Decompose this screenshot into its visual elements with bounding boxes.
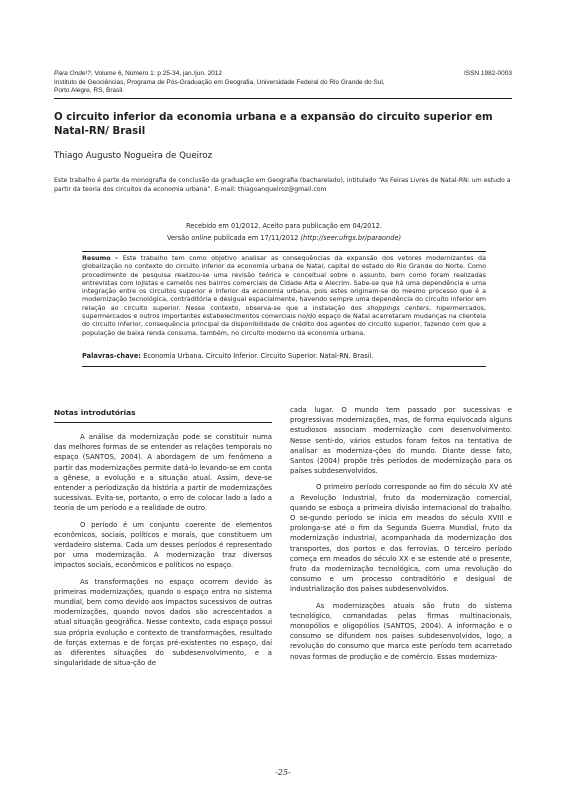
- right-column: [290, 405, 512, 668]
- citation: , Volume 6, Número 1: p 25-34, jan./jun. 2012: [90, 70, 223, 77]
- section-divider: [54, 422, 272, 423]
- article-title: O circuito inferior da economia urbana e a expansão do circuito superior em Natal-RN/ Brasil: [54, 112, 493, 137]
- left-paragraph-1: A análise da modernização pode se constituir numa das melhores formas de se entender as relações temporais no espaço (SANTOS, 2004). A abordagem de um fenômeno a partir das modernizações permite datá-lo levando-se em conta a gênese, a evolução e a situação atual. Assim, deve-se entender a periodização da história a partir de modernizações sucessivas. Evita-se, portanto, o erro de colocar lado a lado a teoria de um período e a realidade de outro.: [54, 433, 272, 513]
- online-prefix: Versão: [166, 234, 192, 242]
- abstract-top-divider: [82, 251, 486, 252]
- keywords-text: Economia Urbana. Circuito Inferior. Circuito Superior. Natal-RN. Brasil.: [143, 352, 374, 360]
- header-divider: [54, 98, 512, 99]
- received-date: Recebido em 01/2012. Aceito para publicação em 04/2012.: [186, 222, 382, 230]
- right-paragraph-continued: cada lugar. O mundo tem passado por sucessivas e progressivas modernizações, mas, de forma equivocada alguns estudiosos associam modernização com desenvolvimento. Nesse senti-do, vários estudos foram feitos na tentativa de analisar as moderniza-ções do mundo. Diante desse fato, Santos (2004) propõe três períodos de modernização para os países subdesenvolvidos.: [290, 406, 512, 476]
- author-footnote: Este trabalho é parte da monografia de conclusão da graduação em Geografia (bacharelado), intitulado “As Feiras Livres de Natal-RN: um estudo a partir da teoria dos circuitos da economia urbana”. E-mail: thiagoanqueiroz@gmail.com: [54, 177, 511, 193]
- right-paragraph-1: O primeiro período corresponde ao fim do século XV até a Revolução Industrial, fruto da modernização comercial, quando se esboça a primeira divisão internacional do trabalho. O se-gundo período se inicia em meados do século XVIII e prolonga-se até o fim da Segunda Guerra Mundial, fruto da modernização industrial, acompanhada da modernização dos transportes, dos portos e das ferrovias. O terceiro período começa em meados do século XX e se estende até o presente, fruto da modernização tecnológica, com uma revolução do consumo e um processo contraditório e desigual de industrialização dos países subdesenvolvidos.: [290, 483, 512, 594]
- issn: ISSN 1982-0003: [463, 70, 512, 77]
- keywords: [82, 352, 502, 360]
- publication-dates: [54, 220, 514, 244]
- section-title: Notas introdutórias: [54, 408, 136, 417]
- abstract-text-2: , hipermercados, supermercados e outros importantes estabelecimentos comerciais no/do espaço de Natal acarretaram mudanças na clientela do circuito inferior, consequência principal da disponibilidade de crédito dos agentes do circuito superior, fazendo com que a população de baixa renda consuma, também, no circuito moderno da economia urbana.: [82, 303, 486, 337]
- page-number: -25-: [275, 768, 291, 777]
- article-author: Thiago Augusto Nogueira de Queiroz: [54, 151, 213, 161]
- abstract-bottom-divider: [82, 366, 486, 367]
- right-paragraph-2: As modernizações atuais são fruto do sistema tecnológico, comandadas pelas firmas multinacionais, monopólios e oligopólios (SANTOS, 2004). A informação e o consumo se difundem nos países subdesenvolvidos, logo, a revolução do consumo que marca este período tem acarretado novas formas de produção e de comércio. Essas moderniza-: [290, 601, 512, 661]
- citation-line: [54, 70, 512, 79]
- abstract-emphasis: shoppings centers: [367, 303, 429, 312]
- institution-line-1: Instituto de Geociências, Programa de Pós-Graduação em Geografia, Universidade Federal do Rio Grande do Sul,: [54, 78, 385, 86]
- left-paragraph-3: As transformações no espaço ocorrem devido às primeiras modernizações, quando o espaço entra no sistema mundial, bem como devido aos impactos sucessivos de outras modernizações, quando novos dados são acrescentados a atual situação geográfica. Nesse contexto, cada espaço possui sua própria evolução e contexto de transformações, resultado de forças externas e de forças pré-existentes no espaço, daí as diferentes situações do subdesenvolvimento, e a singularidade de situa-ção de: [54, 577, 272, 668]
- journal-header: [54, 70, 512, 96]
- online-version: [54, 232, 514, 244]
- journal-url[interactable]: (http://seer.ufrgs.br/paraonde): [300, 234, 402, 242]
- abstract-text-1: Este trabalho tem como objetivo analisar as consequências da expansão dos vetores modernizantes da globalização no contexto do circuito inferior da economia urbana de Natal, capital do estado do Rio Grande do Norte. Como procedimento de pesquisa realizou-se uma revisão teórica e conceitual sobre o assunto, bem como foram realizadas entrevistas com lojistas e camelôs nos bairros comerciais de Cidade Alta e Alecrim. Sabe-se que há uma dependência e uma integração entre os circuitos superior e inferior da economia urbana, pois estes originam-se do mesmo processo que é a modernização tecnológica, contraditória e desigual espacialmente, havendo sempre uma dependência do circuito inferior em relação ao circuito superior. Nesse contexto, observa-se que a instalação dos: [82, 254, 487, 312]
- online-word: online: [191, 234, 212, 242]
- keywords-label: Palavras-chave:: [82, 352, 144, 360]
- left-column: [54, 432, 272, 674]
- institution-line-2: Porto Alegre, RS, Brasil.: [54, 87, 125, 95]
- left-paragraph-2: O período é um conjunto coerente de elementos econômicos, sociais, políticos e morais, que constituem um verdadeiro sistema. Cada um desses períodos é representado por uma modernização. A modernização traz diversos impactos sociais, econômicos e políticos no espaço.: [54, 520, 272, 570]
- journal-name: Para Onde!?: [54, 70, 91, 77]
- online-date: publicada em 17/11/2012: [211, 234, 301, 242]
- abstract-label: Resumo -: [82, 254, 123, 262]
- abstract: [82, 254, 486, 337]
